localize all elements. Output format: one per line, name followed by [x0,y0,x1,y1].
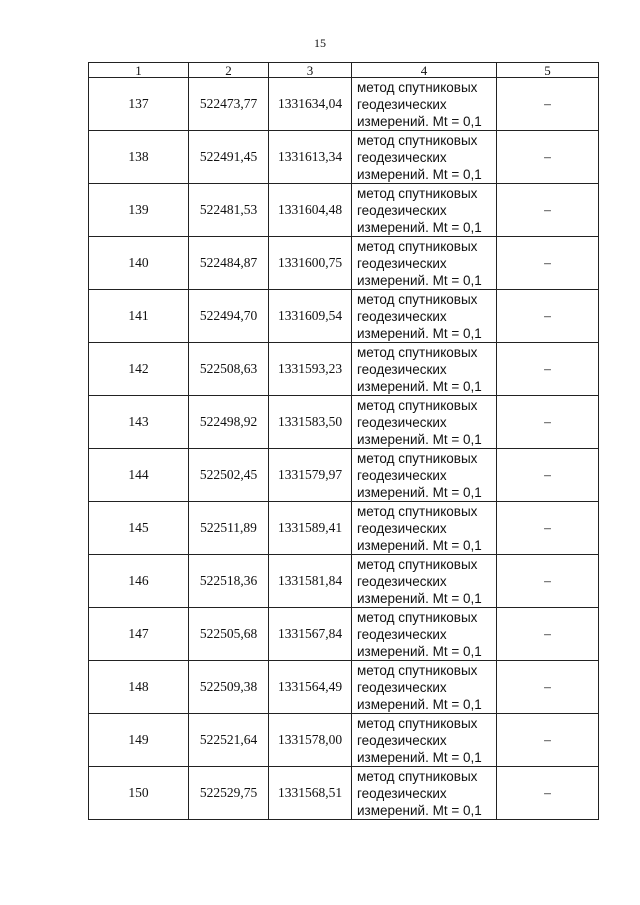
method-line: метод спутниковых [357,185,478,201]
note-cell: – [497,396,599,449]
method-cell [352,184,497,237]
method-line: измерений. Mt = 0,1 [357,802,482,818]
note-cell: – [497,343,599,396]
method-cell [352,555,497,608]
table-row [89,767,599,820]
header-col-1: 1 [89,63,189,78]
method-line: измерений. Mt = 0,1 [357,696,482,712]
header-col-3: 3 [269,63,352,78]
y-coordinate-cell: 1331564,49 [269,661,352,714]
method-line: метод спутниковых [357,450,478,466]
method-line: геодезических [357,202,447,218]
table-row [89,396,599,449]
point-number-cell: 149 [89,714,189,767]
table-row [89,237,599,290]
method-cell [352,608,497,661]
point-number-cell: 147 [89,608,189,661]
y-coordinate-cell: 1331581,84 [269,555,352,608]
note-cell: – [497,237,599,290]
y-coordinate-cell: 1331600,75 [269,237,352,290]
x-coordinate-cell: 522498,92 [189,396,269,449]
x-coordinate-cell: 522481,53 [189,184,269,237]
method-cell [352,661,497,714]
method-line: геодезических [357,96,447,112]
y-coordinate-cell: 1331593,23 [269,343,352,396]
table-row [89,502,599,555]
table-row [89,449,599,502]
note-cell: – [497,78,599,131]
y-coordinate-cell: 1331567,84 [269,608,352,661]
table-row [89,343,599,396]
x-coordinate-cell: 522509,38 [189,661,269,714]
method-line: метод спутниковых [357,715,478,731]
method-line: метод спутниковых [357,556,478,572]
x-coordinate-cell: 522494,70 [189,290,269,343]
header-col-2: 2 [189,63,269,78]
note-cell: – [497,449,599,502]
x-coordinate-cell: 522484,87 [189,237,269,290]
x-coordinate-cell: 522518,36 [189,555,269,608]
table-row [89,78,599,131]
method-cell [352,237,497,290]
method-line: измерений. Mt = 0,1 [357,219,482,235]
method-line: геодезических [357,414,447,430]
method-cell [352,343,497,396]
table-row [89,184,599,237]
table-body [89,78,599,820]
coordinates-table [88,62,599,820]
table-row [89,661,599,714]
method-line: метод спутниковых [357,397,478,413]
note-cell: – [497,608,599,661]
point-number-cell: 146 [89,555,189,608]
method-cell [352,131,497,184]
point-number-cell: 140 [89,237,189,290]
note-cell: – [497,661,599,714]
point-number-cell: 143 [89,396,189,449]
method-line: геодезических [357,573,447,589]
method-line: метод спутниковых [357,768,478,784]
method-cell [352,78,497,131]
y-coordinate-cell: 1331613,34 [269,131,352,184]
point-number-cell: 144 [89,449,189,502]
method-line: метод спутниковых [357,609,478,625]
y-coordinate-cell: 1331578,00 [269,714,352,767]
method-line: измерений. Mt = 0,1 [357,113,482,129]
method-line: геодезических [357,626,447,642]
method-line: геодезических [357,467,447,483]
method-line: измерений. Mt = 0,1 [357,325,482,341]
method-line: геодезических [357,679,447,695]
method-line: метод спутниковых [357,79,478,95]
table-row [89,608,599,661]
method-cell [352,767,497,820]
table-row [89,555,599,608]
method-line: геодезических [357,361,447,377]
method-line: измерений. Mt = 0,1 [357,590,482,606]
y-coordinate-cell: 1331583,50 [269,396,352,449]
point-number-cell: 145 [89,502,189,555]
page-number: 15 [314,36,326,50]
method-line: метод спутниковых [357,132,478,148]
method-line: метод спутниковых [357,291,478,307]
note-cell: – [497,502,599,555]
table-header-row [89,63,599,78]
method-cell [352,290,497,343]
y-coordinate-cell: 1331568,51 [269,767,352,820]
y-coordinate-cell: 1331604,48 [269,184,352,237]
y-coordinate-cell: 1331589,41 [269,502,352,555]
method-line: измерений. Mt = 0,1 [357,537,482,553]
method-line: геодезических [357,732,447,748]
point-number-cell: 150 [89,767,189,820]
x-coordinate-cell: 522491,45 [189,131,269,184]
note-cell: – [497,714,599,767]
point-number-cell: 141 [89,290,189,343]
method-line: метод спутниковых [357,662,478,678]
point-number-cell: 137 [89,78,189,131]
method-line: измерений. Mt = 0,1 [357,643,482,659]
note-cell: – [497,555,599,608]
method-line: измерений. Mt = 0,1 [357,272,482,288]
x-coordinate-cell: 522508,63 [189,343,269,396]
method-line: метод спутниковых [357,503,478,519]
point-number-cell: 139 [89,184,189,237]
note-cell: – [497,290,599,343]
method-cell [352,449,497,502]
table-row [89,714,599,767]
method-cell [352,502,497,555]
method-line: измерений. Mt = 0,1 [357,749,482,765]
method-line: геодезических [357,785,447,801]
point-number-cell: 142 [89,343,189,396]
method-line: измерений. Mt = 0,1 [357,166,482,182]
y-coordinate-cell: 1331634,04 [269,78,352,131]
header-col-4: 4 [352,63,497,78]
x-coordinate-cell: 522529,75 [189,767,269,820]
note-cell: – [497,184,599,237]
y-coordinate-cell: 1331609,54 [269,290,352,343]
method-cell [352,714,497,767]
method-cell [352,396,497,449]
x-coordinate-cell: 522502,45 [189,449,269,502]
method-line: измерений. Mt = 0,1 [357,484,482,500]
table-row [89,290,599,343]
method-line: геодезических [357,520,447,536]
x-coordinate-cell: 522505,68 [189,608,269,661]
point-number-cell: 138 [89,131,189,184]
method-line: геодезических [357,149,447,165]
note-cell: – [497,767,599,820]
x-coordinate-cell: 522473,77 [189,78,269,131]
method-line: измерений. Mt = 0,1 [357,431,482,447]
method-line: измерений. Mt = 0,1 [357,378,482,394]
header-col-5: 5 [497,63,599,78]
method-line: геодезических [357,255,447,271]
x-coordinate-cell: 522521,64 [189,714,269,767]
table-row [89,131,599,184]
note-cell: – [497,131,599,184]
method-line: метод спутниковых [357,344,478,360]
method-line: метод спутниковых [357,238,478,254]
point-number-cell: 148 [89,661,189,714]
method-line: геодезических [357,308,447,324]
y-coordinate-cell: 1331579,97 [269,449,352,502]
x-coordinate-cell: 522511,89 [189,502,269,555]
